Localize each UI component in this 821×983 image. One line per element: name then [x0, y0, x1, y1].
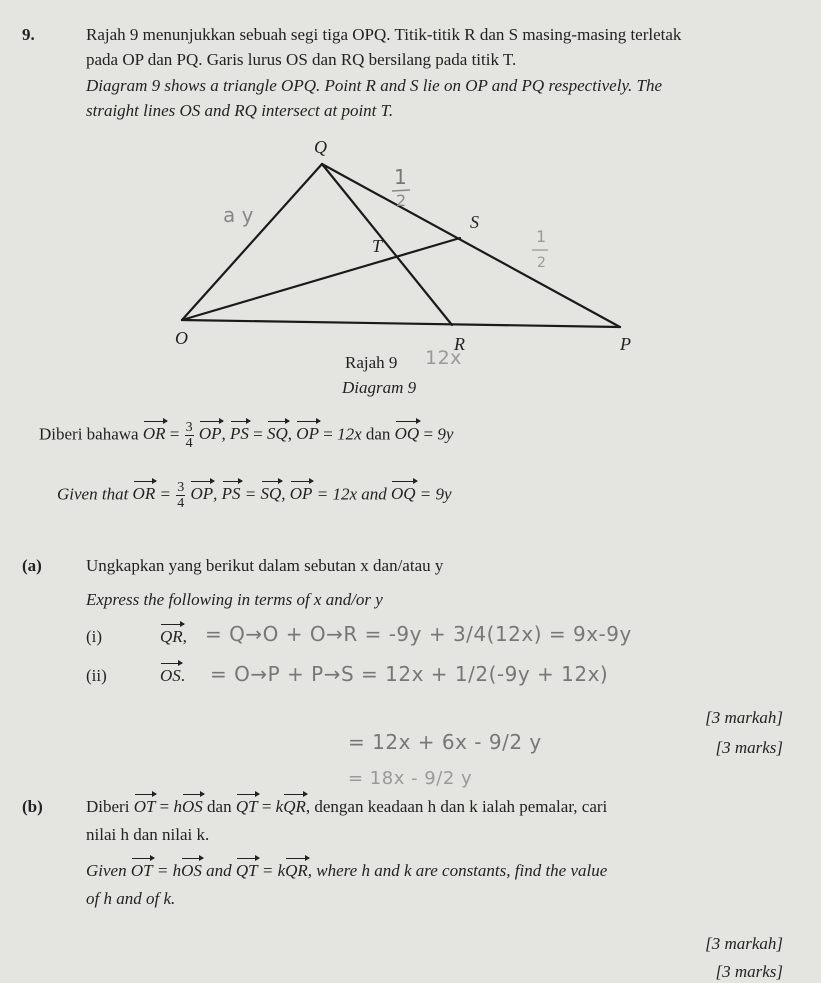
- point-label-R: R: [454, 334, 465, 354]
- vec-OP: OP: [190, 484, 214, 504]
- given-en: Given that OR = $\frac{3}{4}$ OP, PS = SQ, OP = 12x and OQ = 9y: [57, 480, 452, 511]
- hand-ay: a y: [223, 203, 254, 227]
- part-b-marks-ms: [3 markah]: [705, 934, 783, 953]
- part-a-i-label: (i): [86, 627, 103, 646]
- diagram-caption-ms: Rajah 9: [345, 353, 398, 372]
- op-value: 12x: [332, 484, 357, 504]
- equals: =: [169, 424, 180, 444]
- hand-12x: 12x: [425, 347, 462, 369]
- and-ms: dan: [365, 424, 391, 444]
- line-QR: [322, 164, 452, 325]
- point-label-S: S: [470, 212, 479, 232]
- part-b-en-line1: Given OT = hOS and QT = kQR, where h and k are constants, find the value: [86, 861, 608, 880]
- oq-value: 9y: [435, 484, 452, 504]
- hand-side-num: 1: [536, 227, 547, 246]
- given-ms-prefix: Diberi bahawa: [39, 424, 139, 444]
- op-value: 12x: [337, 424, 362, 444]
- hand-half-den: 2: [396, 191, 407, 210]
- part-a-marks-ms: [3 markah]: [705, 708, 783, 727]
- part-a-i-vec: QR,: [160, 627, 187, 646]
- diagram-caption-en: Diagram 9: [342, 378, 417, 397]
- vec-OP: OP: [198, 424, 222, 444]
- point-label-P: P: [620, 334, 631, 354]
- given-ms: Diberi bahawa OR = $\frac{3}{4}$ OP, PS = SQ, OP = 12x dan OQ = 9y: [39, 420, 454, 451]
- hand-answer-ii-3: = 18x - 9/2 y: [348, 768, 473, 789]
- hand-half-num: 1: [394, 165, 408, 189]
- part-a-ii-vec: OS.: [160, 666, 186, 685]
- oq-value: 9y: [437, 424, 454, 444]
- part-b-en-line2: of h and of k.: [86, 889, 176, 908]
- point-label-Q: Q: [314, 137, 327, 157]
- given-en-prefix: Given that: [57, 484, 129, 504]
- line-OP: [182, 320, 620, 327]
- vec-SQ: SQ: [260, 484, 282, 504]
- line-OQ: [182, 164, 322, 320]
- question-number: 9.: [22, 25, 35, 44]
- part-a-text-ms: Ungkapkan yang berikut dalam sebutan x dan/atau y: [86, 556, 444, 575]
- triangle-diagram: [0, 0, 821, 400]
- intro-en-line1: Diagram 9 shows a triangle OPQ. Point R and S lie on OP and PQ respectively. The: [86, 76, 663, 95]
- hand-answer-i: = Q→O + O→R = -9y + 3/4(12x) = 9x-9y: [205, 622, 632, 646]
- vec-OQ: OQ: [394, 424, 420, 444]
- fraction-3-4: $\frac{3}{4}$: [185, 420, 193, 451]
- vec-OP: OP: [289, 484, 313, 504]
- point-label-O: O: [175, 328, 188, 348]
- intro-ms-line1: Rajah 9 menunjukkan sebuah segi tiga OPQ. Titik-titik R dan S masing-masing terletak: [86, 25, 682, 44]
- part-b-ms-line1: Diberi OT = hOS dan QT = kQR, dengan keadaan h dan k ialah pemalar, cari: [86, 797, 608, 816]
- vec-OR: OR: [142, 424, 166, 444]
- part-b-ms-line2: nilai h dan nilai k.: [86, 825, 210, 844]
- part-a-label: (a): [22, 556, 42, 575]
- fraction-3-4: $\frac{3}{4}$: [177, 480, 185, 511]
- vec-SQ: SQ: [267, 424, 288, 444]
- intro-ms-line2: pada OP dan PQ. Garis lurus OS dan RQ bersilang pada titik T.: [86, 50, 517, 69]
- line-QP: [322, 164, 620, 327]
- part-a-marks-en: [3 marks]: [715, 738, 783, 757]
- hand-answer-ii-1: = O→P + P→S = 12x + 1/2(-9y + 12x): [210, 662, 609, 686]
- part-b-marks-en: [3 marks]: [715, 962, 783, 981]
- vec-PS: PS: [230, 424, 249, 444]
- vec-OQ: OQ: [390, 484, 416, 504]
- vec-PS: PS: [221, 484, 241, 504]
- hand-side-den: 2: [537, 255, 546, 271]
- part-a-text-en: Express the following in terms of x and/or y: [86, 590, 383, 609]
- part-a-ii-label: (ii): [86, 666, 107, 685]
- intro-en-line2: straight lines OS and RQ intersect at point T.: [86, 101, 394, 120]
- point-label-T: T: [372, 236, 383, 256]
- line-OS: [182, 238, 460, 320]
- vec-OP: OP: [296, 424, 319, 444]
- vec-OR: OR: [132, 484, 156, 504]
- and-en: and: [361, 484, 387, 504]
- hand-answer-ii-2: = 12x + 6x - 9/2 y: [348, 730, 542, 754]
- part-b-label: (b): [22, 797, 43, 816]
